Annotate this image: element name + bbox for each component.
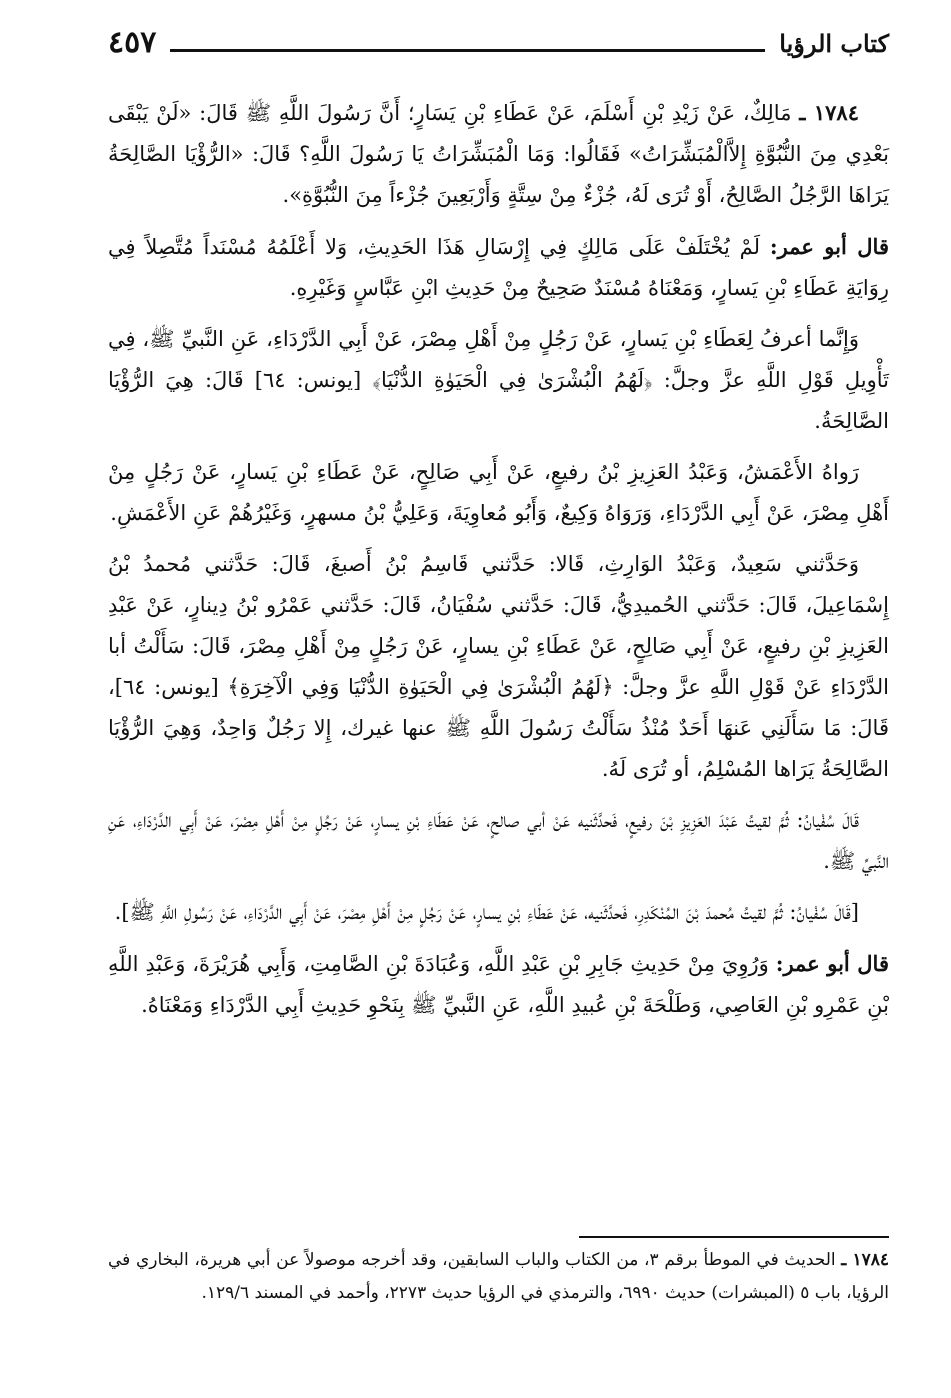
paragraph-text: قَالَ سُفْيانُ: ثُمَّ لقيتُ عَبْدَ العَزِيزِ بْنَ رفيعٍ، فَحدَّثَنيه عَنْ أبي صالحٍ، عَنْ عَطَاءِ بْنِ يسارٍ، عَنْ رَجُلٍ مِنْ أَهْلِ مِصْرَ، عَنْ أَبِي الدَّرْدَاءِ، عَنِ النَّبيِّ ﷺ. <box>108 808 889 873</box>
commentary-paragraph-3 <box>108 452 889 534</box>
commentary-paragraph-4 <box>108 544 889 790</box>
paragraph-lead: قال أبو عمر: <box>775 951 889 976</box>
paragraph-text: وَحَدَّثني سَعِيدٌ، وَعَبْدُ الوَارِثِ، قَالا: حَدَّثني قَاسِمُ بْنُ أَصبغَ، قَالَ: حَدَّثني مُحمدُ بْنُ إِسْمَاعِيلَ، قَالَ: حَدَّثني الحُميدِيُّ، قَالَ: حَدَّثني سُفْيَانُ، قَالَ: حَدَّثني عَمْرُو بْنُ دِينارٍ، عَنْ عَبْدِ العَزِيزِ بْنِ رفيعٍ، عَنْ أَبِي صَالِحٍ، عَنْ عَطَاءِ بْنِ يسارٍ، عَنْ رَجُلٍ مِنْ أَهْلِ مِصْرَ، قَالَ: سَأَلْتُ أبا الدَّرْدَاءِ عَنْ قَوْلِ اللَّهِ عزَّ وجلَّ: ﴿لَهُمُ الْبُشْرَىٰ فِي الْحَيَوٰةِ الدُّنْيَا وَفِي الْآخِرَةِ﴾ [يونس: ٦٤]، قَالَ: مَا سَأَلَنِي عَنهَا أَحَدٌ مُنْذُ سَأَلْتُ رَسُولَ اللَّهِ ﷺ عنها غيرك، إِلا رَجُلٌ وَاحِدٌ، وَهِيَ الرُّؤْيَا الصَّالِحَةُ يَرَاها المُسْلِمُ، أو تُرَى لَهُ. <box>108 552 889 781</box>
footnote-number: ١٧٨٤ ـ <box>841 1250 889 1270</box>
commentary-paragraph-2 <box>108 319 889 442</box>
paragraph-text: [قَالَ سُفْيانُ: ثُمَّ لقيتُ مُحمدَ بْنَ المُنْكَدِرِ، فَحدَّثَنيه، عَنْ عَطَاءِ بْنِ يسارٍ، عَنْ رَجُلٍ مِنْ أَهْلِ مِصْرَ، عَنْ أَبِي الدَّرْدَاءِ، عَنْ رَسُولِ اللَّهِ ﷺ]. <box>114 900 859 924</box>
running-title: كتاب الرؤيا <box>779 29 889 58</box>
commentary-paragraph-6 <box>108 892 889 933</box>
commentary-paragraph-7 <box>108 943 889 1026</box>
footnotes <box>108 1244 889 1310</box>
footnote-separator <box>579 1236 889 1238</box>
hadith-text: مَالِكٌ، عَنْ زَيْدِ بْنِ أَسْلَمَ، عَنْ عَطَاءِ بْنِ يَسَارٍ؛ أَنَّ رَسُولَ اللَّهِ ﷺ قَالَ: «لَنْ يَبْقَى بَعْدِي مِنَ النُّبُوَّةِ إِلاَّالْمُبَشِّرَاتُ» فَقَالُوا: وَمَا الْمُبَشِّرَاتُ يَا رَسُولَ اللَّهِ؟ قَالَ: «الرُّؤْيَا الصَّالِحَةُ يَرَاهَا الرَّجُلُ الصَّالِحُ، أَوْ تُرَى لَهُ، جُزْءٌ مِنْ سِتَّةٍ وَأَرْبَعِينَ جُزْءاً مِنَ النُّبُوَّةِ». <box>108 101 889 207</box>
paragraph-text: لَمْ يُخْتَلَفْ عَلَى مَالِكٍ فِي إِرْسَالِ هَذَا الحَدِيثِ، وَلا أَعْلَمُهُ مُسْنَداً مُتَّصِلاً فِي رِوَايَةِ عَطَاءِ بْنِ يَسارٍ، وَمَعْنَاهُ مُسْنَدٌ صَحِيحٌ مِنْ حَدِيثِ ابْنِ عَبَّاسٍ وَغَيْرِهِ. <box>108 235 889 300</box>
commentary-paragraph-1 <box>108 226 889 309</box>
footnote-text: الحديث في الموطأ برقم ٣، من الكتاب والباب السابقين، وقد أخرجه موصولاً عن أبي هريرة، البخاري في الرؤيا، باب ٥ (المبشرات) حديث ٦٩٩٠، والترمذي في الرؤيا حديث ٢٢٧٣، وأحمد في المسند ١٢٩/٦. <box>108 1250 889 1303</box>
paragraph-lead: قال أبو عمر: <box>769 234 889 259</box>
page-header <box>108 22 889 62</box>
page-number: ٤٥٧ <box>108 25 157 60</box>
paragraph-text: وَرُوِيَ مِنْ حَدِيثِ جَابِرِ بْنِ عَبْدِ اللَّهِ، وَعُبَادَةَ بْنِ الصَّامِتِ، وَأَبِي هُرَيْرَةَ، وَعَبْدِ اللَّهِ بْنِ عَمْرِو بْنِ العَاصِي، وَطَلْحَةَ بْنِ عُبيدِ اللَّهِ، عَنِ النَّبيِّ ﷺ بِنَحْوِ حَدِيثِ أَبِي الدَّرْدَاءِ وَمَعْنَاهُ. <box>108 952 889 1017</box>
paragraph-text: رَواهُ الأَعْمَشُ، وَعَبْدُ العَزِيزِ بْنُ رفيعٍ، عَنْ أَبِي صَالِحٍ، عَنْ عَطَاءِ بْنِ يَسارٍ، عَنْ رَجُلٍ مِنْ أَهْلِ مِصْرَ، عَنْ أَبِي الدَّرْدَاءِ، وَرَوَاهُ وَكِيعٌ، وَأَبُو مُعاوِيَةَ، وَعَلِيُّ بْنُ مسهرٍ، وَغَيْرُهُمْ عَنِ الأَعْمَشِ. <box>108 460 889 525</box>
hadith-paragraph <box>108 92 889 216</box>
hadith-number: ١٧٨٤ ـ <box>799 100 859 125</box>
main-text <box>108 92 889 1036</box>
commentary-paragraph-5 <box>108 800 889 882</box>
header-rule <box>170 49 765 52</box>
paragraph-text: وَإِنَّما أعرفُ لِعَطَاءِ بْنِ يَسارٍ، عَنْ رَجُلٍ مِنْ أَهْلِ مِصْرَ، عَنْ أَبِي الدَّرْدَاءِ، عَنِ النَّبيِّ ﷺ، فِي تَأْوِيلِ قَوْلِ اللَّهِ عزَّ وجلَّ: ﴿لَهُمُ الْبُشْرَىٰ فِي الْحَيَوٰةِ الدُّنْيَا﴾ [يونس: ٦٤] قَالَ: هِيَ الرُّؤْيَا الصَّالِحَةُ. <box>108 327 889 433</box>
